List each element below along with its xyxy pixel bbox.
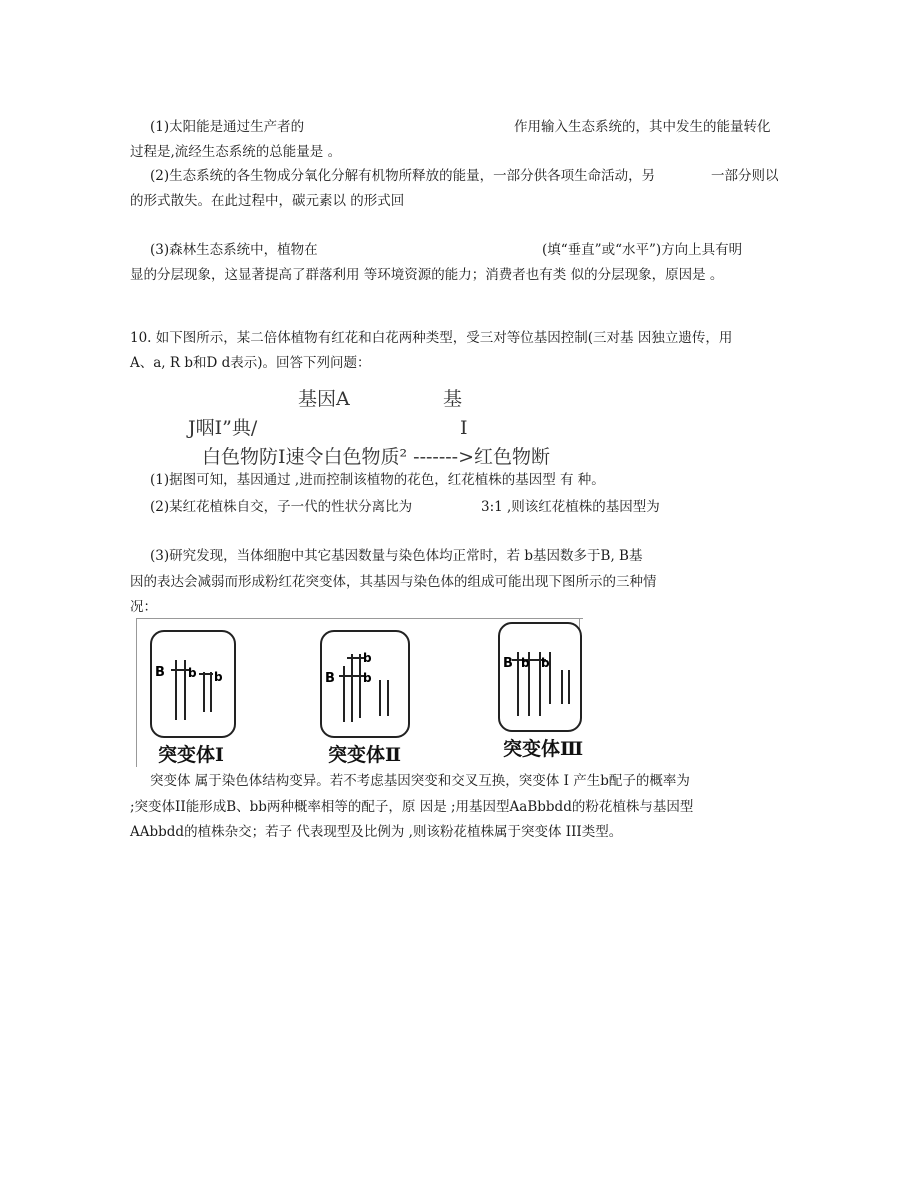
pathway-row2-left: J咽I”典/ (188, 417, 258, 439)
mutant-3-cell (498, 622, 582, 732)
mutant-1-label-b1: b (188, 666, 197, 680)
mutant-3-label-B: B (503, 656, 513, 671)
mutant-2-label-b-top: b (363, 651, 372, 665)
mutant-3-caption: 突变体Ⅲ (503, 738, 584, 760)
mutant-2-label-b: b (363, 671, 372, 685)
q10-sub2-a: (2)某红花植株自交，子一代的性状分离比为 (150, 499, 413, 515)
mutant-2-chromosomes (322, 632, 408, 736)
pathway-row2-right: I (460, 417, 468, 439)
q10-text-line2: ;突变体II能形成B、bb两种概率相等的配子，原 因是 ;用基因型AaBbbdd的粉花植株与基因型 (130, 799, 694, 815)
q10-sub2-b: 3:1 ,则该红花植株的基因型为 (481, 499, 660, 515)
q9-part3-text-a: (3)森林生态系统中，植物在 (150, 242, 318, 258)
q10-text-line1: 突变体 属于染色体结构变异。若不考虑基因突变和交叉互换，突变体 I 产生b配子的概率为 (150, 773, 690, 789)
q10-sub3-line3: 况： (130, 599, 157, 615)
q10-text-line3: AAbbdd的植株杂交；若子 代表现型及比例为 ,则该粉花植株属于突变体 III类型。 (130, 824, 623, 840)
mutant-2-cell (320, 630, 410, 738)
mutant-3-label-b2: b (541, 656, 550, 670)
q9-part2-text-a: (2)生态系统的各生物成分氧化分解有机物所释放的能量，一部分供各项生命活动，另 (150, 168, 656, 184)
q10-sub3-line1: (3)研究发现，当体细胞中其它基因数量与染色体均正常时，若 b基因数多于B, B基 (150, 548, 643, 564)
mutant-3-label-b1: b (521, 656, 530, 670)
q9-part1-text-b: 作用输入生态系统的，其中发生的能量转化 (514, 119, 771, 135)
pathway-row3: 白色物防I速令白色物质² ------->红色物断 (202, 446, 551, 468)
mutant-figure (136, 618, 596, 770)
mutant-2-label-B: B (325, 671, 335, 686)
q9-part2-text-b: 一部分则以 (711, 168, 779, 184)
mutant-2-caption: 突变体Ⅱ (328, 744, 402, 766)
mutant-1-caption: 突变体Ⅰ (158, 744, 224, 766)
q9-part1-text-c: 过程是,流经生态系统的总能量是 。 (130, 144, 342, 160)
pathway-gene-a-label: 基因A (298, 388, 350, 410)
q9-part3-text-c: 显的分层现象，这显著提高了群落利用 等环境资源的能力；消费者也有类 似的分层现象，原因是 。 (130, 267, 724, 283)
q10-sub3-line2: 因的表达会减弱而形成粉红花突变体，其基因与染色体的组成可能出现下图所示的三种情 (130, 574, 657, 590)
mutant-1-chromosomes (152, 632, 234, 736)
q10-sub1: (1)据图可知，基因通过 ,进而控制该植物的花色，红花植株的基因型 有 种。 (150, 472, 605, 488)
q10-intro-line1: 10. 如下图所示，某二倍体植物有红花和白花两种类型，受三对等位基因控制(三对基 因独立遗传，用 (130, 330, 733, 346)
q9-part2-text-c: 的形式散失。在此过程中，碳元素以 的形式回 (130, 193, 405, 209)
mutant-3-chromosomes (500, 624, 580, 730)
mutant-1-cell (150, 630, 236, 738)
mutant-1-label-b2: b (214, 670, 223, 684)
pathway-gene-b-label: 基 (443, 388, 463, 410)
q9-part3-text-b: (填“垂直”或“水平”)方向上具有明 (542, 242, 743, 258)
q9-part1-text-a: (1)太阳能是通过生产者的 (150, 119, 305, 135)
mutant-1-label-B: B (155, 665, 165, 680)
q10-intro-line2: A、a, R b和D d表示)。回答下列问题： (130, 355, 371, 371)
